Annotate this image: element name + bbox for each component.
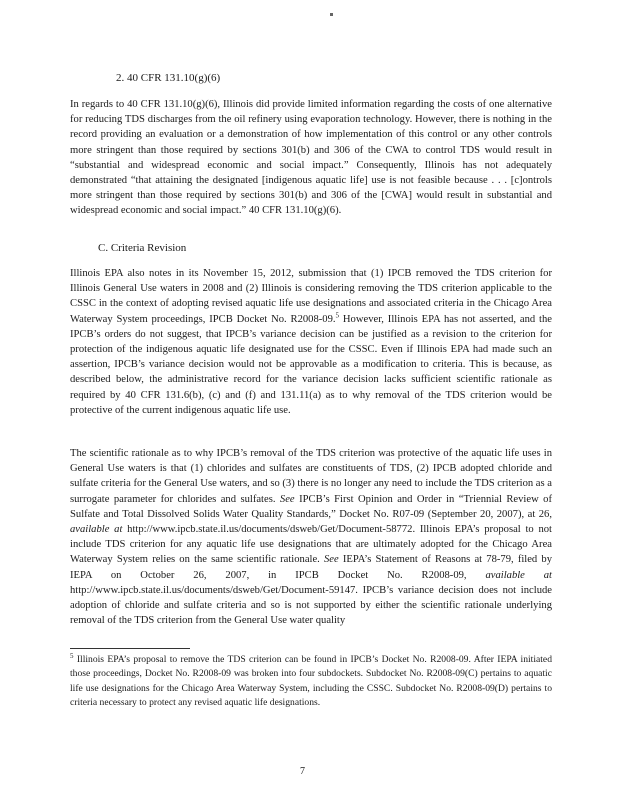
available-at-1: available at — [70, 524, 123, 536]
footnote-text: Illinois EPA’s proposal to remove the TDS criterion can be found in IPCB’s Docket No. R2008-09. After IEPA initiated those proceedings, Docket No. R2008-09 was broken into four subdockets. Subdocket No. R2008-09(C) pertains to aquatic life use designations for the Chicago Area Waterway System, including the CSSC. Subdocket No. R2008-09(D) pertains to criteria necessary to protect any revised aquatic life designations. — [70, 654, 552, 709]
paragraph-3-text-e: http://www.ipcb.state.il.us/documents/dsweb/Get/Document-59147. IPCB’s variance decision does not include adoption of chloride and sulfate criteria and so is not supported by either the scientific rationale underlying removal of the TDS criterion from the General Use water quality — [70, 584, 552, 627]
available-at-2: available at — [466, 569, 552, 581]
paragraph-3-text-c: http://www.ipcb.state.il.us/documents/dsweb/Get/Document-58772. Illinois EPA’s proposal to not include TDS criterion for any aquatic life use designations that are ultimately adopted for the Chicago Area Waterway System relies on the same scientific rationale. — [70, 524, 552, 566]
section-heading-c: C. Criteria Revision — [98, 242, 187, 254]
section-heading-2: 2. 40 CFR 131.10(g)(6) — [116, 72, 221, 84]
paragraph-2-text-a: Illinois EPA also notes in its November 15, 2012, submission that (1) IPCB removed the TDS criterion for Illinois General Use waters in 2008 and (2) Illinois is considering removing the TDS criterion applicable to the CSSC in the context of adopting revised aquatic life use designations and associated criteria in the Chicago Area Waterway System proceedings, IPCB Docket No. R2008-09. — [70, 268, 552, 325]
footnote-number: 5 — [70, 651, 74, 660]
paragraph-1: In regards to 40 CFR 131.10(g)(6), Illinois did provide limited information regarding the costs of one alternative for reducing TDS discharges from the oil refinery using evaporation technology. However, there is nothing in the record providing an evaluation or a demonstration of how implementation of this control or any other controls more stringent than those required by sections 301(b) and 306 of the CWA to control TDS would result in “substantial and widespread economic and social impact.” Consequently, Illinois has not adequately demonstrated “that attaining the designated [indigenous aquatic life] use is not feasible because . . . [c]ontrols more stringent than those required by sections 301(b) and 306 of the [CWA] would result in substantial and widespread economic and social impact.” 40 CFR 131.10(g)(6). — [70, 99, 552, 217]
scan-speck — [330, 13, 333, 16]
page-number: 7 — [300, 766, 305, 777]
footnote-ref-5: 5 — [335, 311, 340, 320]
see-signal-2: See — [319, 554, 339, 566]
paragraph-3-text-d: IEPA’s Statement of Reasons at 78-79, filed by IEPA on October 26, 2007, in IPCB Docket No. R2008-09, — [70, 554, 552, 581]
paragraph-3 — [70, 446, 552, 628]
paragraph-3-text-a: The scientific rationale as to why IPCB’s removal of the TDS criterion was protective of the aquatic life uses in General Use waters is that (1) chlorides and sulfates are constituents of TDS, (2) IPCB adopted chloride and sulfate criteria for the General Use waters, and so (3) there is no longer any need to include the TDS criterion as a surrogate parameter for chlorides and sulfates. — [70, 448, 552, 505]
paragraph-2 — [70, 266, 552, 418]
footnote-divider — [70, 648, 190, 649]
paragraph-2-text-b: However, Illinois EPA has not asserted, and the IPCB’s orders do not suggest, that IPCB’s variance decision can be justified as a revision to the criterion for protection of the indigenous aquatic life designated use for the CSSC. Even if Illinois EPA had made such an assertion, IPCB’s variance decision would not be approvable as a modification to criteria. This is because, as described below, the administrative record for the variance decision lacks sufficient scientific rationale as required by 40 CFR 131.6(b), (c) and (f) and 131.11(a) as to why removal of the TDS criterion would be protective of the current indigenous aquatic life use. — [70, 313, 552, 416]
paragraph-3-text-b: IPCB’s First Opinion and Order in “Triennial Review of Sulfate and Total Dissolved Solids Water Quality Standards,” Docket No. R07-09 (September 20, 2007), at 26, — [70, 493, 552, 520]
footnote-5 — [70, 653, 552, 711]
see-signal-1: See — [275, 493, 295, 505]
